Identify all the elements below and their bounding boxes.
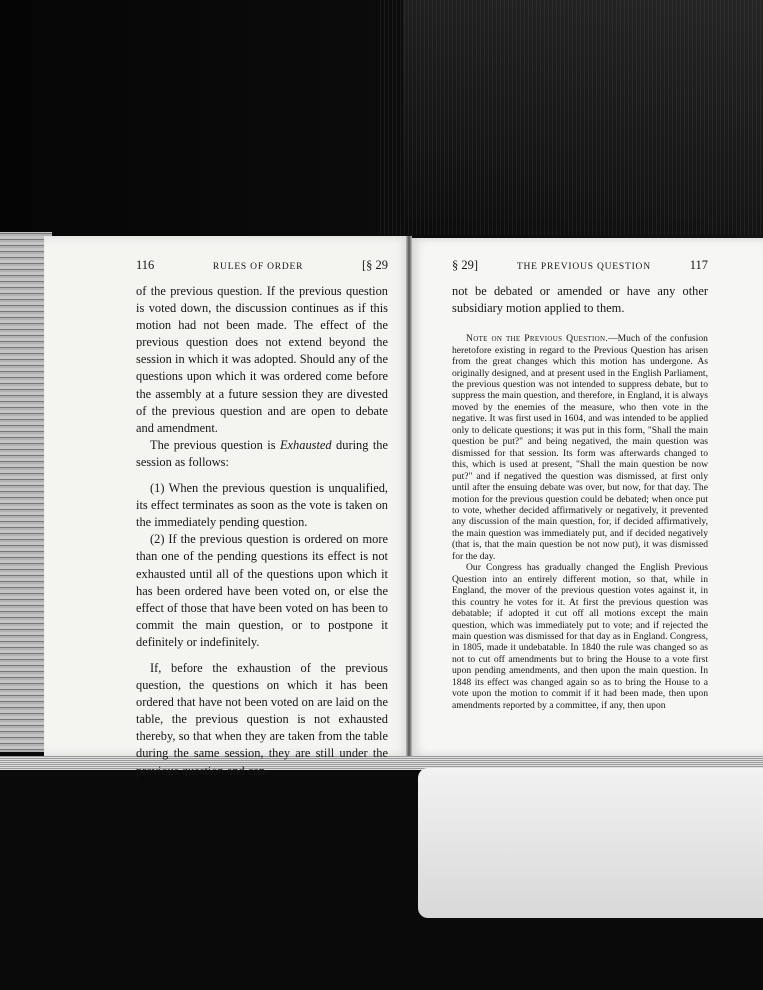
note-body: —Much of the confusion heretofore existing in regard to the Previous Question has arisen from the great changes which this motion has undergone. As originally designed, and at present used in the English Parliament, the previous question was not intended to suppress debate, but to suppress the main question, and therefore, in England, it is always moved by the enemies of the measure, who then vote in the negative. It was first used in 1604, and was intended to be applied only to delicate questions; it was put in this form, "Shall the main question be put?" and being negatived, the main question was dismissed for that session. Its form was afterwards changed to this, which is used at present, "Shall the main question be now put?" and if negatived the question was dismissed, at first only until after the ensuing debate was over, but now, for that day. The motion for the previous question could be debated; when once put to vote, whether decided affirmatively or negatively, it prevented any discussion of the main question, for, if decided affirmatively, the main question was immediately put, and if decided negatively (that is, that the main question be not now put), it was dismissed for the day. — [452, 333, 708, 562]
left-running-head — [136, 258, 388, 274]
scan-glow — [403, 0, 763, 220]
scanner-background-bottom — [418, 768, 763, 918]
right-page — [452, 258, 708, 711]
page-number: 117 — [689, 258, 708, 272]
paragraph: If, before the exhaustion of the previous question, the questions on which it has been ordered that have not been voted on are laid on the table, the previous question is not exhausted thereby, so that when they are taken from the table during the same session, they are still under the previous question and can- — [136, 660, 388, 778]
note-paragraph — [452, 333, 708, 562]
running-title: THE PREVIOUS QUESTION — [516, 262, 651, 272]
list-item: (2) If the previous question is ordered on more than one of the pending questions its effect is not exhausted until all of the questions upon which it has been ordered have been voted on, or else the effect of those that have been voted on has been to commit the main question, or to postpone it definitely or indefinitely. — [136, 532, 388, 649]
paragraph: of the previous question. If the previous question is voted down, the discussion continues as if this motion had not been made. The effect of the previous question does not extend beyond the session in which it was adopted. Should any of the questions upon which it was ordered come before the assembly at a future session they are divested of the previous question and are open to debate and amendment. — [136, 284, 388, 435]
book-gutter — [406, 236, 412, 756]
left-page — [136, 258, 388, 780]
page-number: 116 — [136, 258, 155, 272]
note-paragraph: Our Congress has gradually changed the English Previous Question into an entirely different motion, so that, while in England, the mover of the previous question votes against it, in this country he votes for it. At first the previous question was debatable; if adopted it cut off all motions except the main question, which was immediately put to vote; and if rejected the main question was dismissed for that day as in England. Congress, in 1805, made it undebatable. In 1840 the rule was changed so as not to cut off amendments but to bring the House to a vote first upon pending amendments, and then upon the main question. In 1848 its effect was changed again so as to bring the House to a vote upon the motion to commit if it had been made, then upon amendments reported by a committee, if any, then upon — [452, 562, 708, 711]
right-running-head — [452, 258, 708, 274]
section-mark: § 29] — [452, 258, 479, 272]
list-item: (1) When the previous question is unqualified, its effect terminates as soon as the vote is taken on the immediately pending question. — [136, 481, 388, 530]
paragraph-exhausted: The previous question is Exhausted during the session as follows: — [136, 437, 388, 469]
note-heading: Note on the Previous Question. — [466, 333, 609, 345]
paragraph: not be debated or amended or have any other subsidiary motion applied to them. — [452, 284, 708, 316]
running-title: RULES OF ORDER — [212, 262, 304, 272]
section-mark: [§ 29 — [361, 258, 388, 272]
